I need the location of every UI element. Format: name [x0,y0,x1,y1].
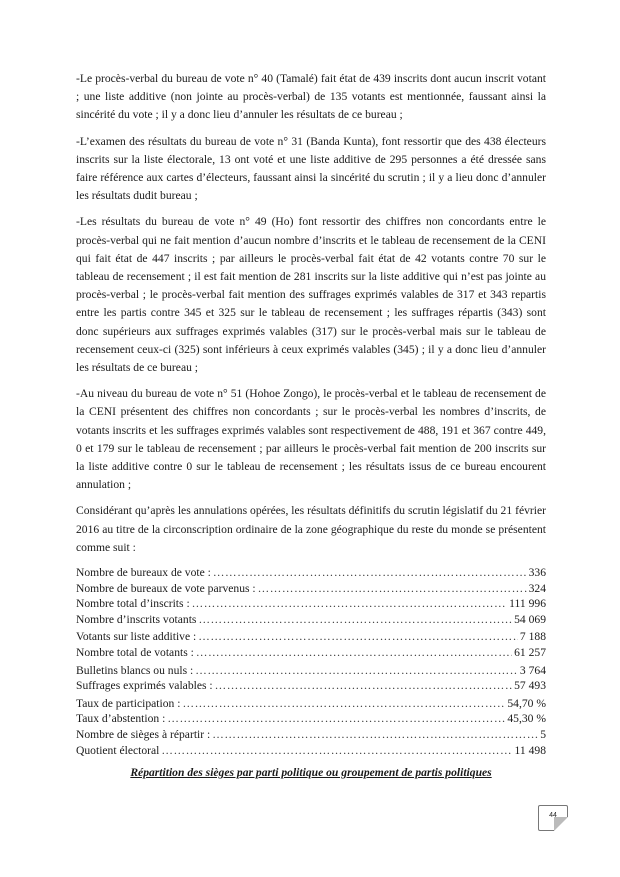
dot-leader [195,663,518,679]
results-list [76,565,546,758]
stat-value: 54,70 % [507,696,546,710]
dot-leader [167,711,505,727]
dot-leader [196,645,512,661]
stat-label: Nombre de bureaux de vote parvenus : [76,581,256,595]
dot-leader [198,629,518,645]
stat-value: 57 493 [514,679,546,693]
stat-value: 111 996 [509,597,546,611]
stat-label: Nombre total d’inscrits : [76,597,190,611]
page-number: 44 [549,812,557,819]
stat-value: 5 [540,728,546,742]
stat-row-taux-abstention [76,711,546,727]
dot-leader [215,678,512,694]
stat-row-sieges [76,727,546,743]
stat-row-votants [76,645,546,661]
stat-row-bureaux [76,565,546,581]
stat-row-suffrages-valables [76,678,546,694]
stat-row-inscrits [76,596,546,612]
stat-value: 45,30 % [507,712,546,726]
stat-row-quotient [76,743,546,759]
stat-row-inscrits-votants [76,612,546,628]
stat-label: Nombre de bureaux de vote : [76,566,211,580]
dot-leader [212,727,538,743]
stat-label: Nombre de sièges à répartir : [76,728,211,742]
paragraph-bureau-49: -Les résultats du bureau de vote n° 49 (Ho) font ressortir des chiffres non concordants entre le procès-verbal qui ne fait mention d’aucun nombre d’inscrits et le tableau de recensement de la CENI qui fait état de 447 inscrits ; par ailleurs le procès-verbal fait état de 42 votants contre 70 sur le tableau de recensement ; il est fait mention de 281 inscrits sur la liste additive qui n’est pas jointe au procès-verbal ; le procès-verbal fait mention des suffrages exprimés valables de 317 et 343 repartis entre les partis contre 345 et 325 sur le tableau de recensement ; les suffrages répartis (343) sont donc supérieurs aux suffrages exprimés valables (317) sur le procès-verbal mais sur le tableau de recensement ceux-ci (325) sont inférieurs à ceux exprimés valables (345) ; il y a donc lieu d’annuler les résultats de ce bureau ; [76,215,546,375]
stat-value: 336 [528,566,546,580]
stat-value: 54 069 [514,612,546,626]
dot-leader [182,696,505,712]
stat-row-bulletins-nuls [76,663,546,679]
stat-label: Nombre d’inscrits votants [76,612,197,626]
stat-row-bureaux-parvenus [76,581,546,597]
paragraph-bureau-31: -L’examen des résultats du bureau de vote n° 31 (Banda Kunta), font ressortir que des 438 électeurs inscrits sur la liste électorale, 13 ont voté et une liste additive de 295 personnes a été dressée sans faire référence aux cartes d’électeurs, faussant ainsi la sincérité du scrutin ; il y a lieu donc d’annuler les résultats dudit bureau ; [76,134,546,203]
paragraph-bureau-40: -Le procès-verbal du bureau de vote n° 40 (Tamalé) fait état de 439 inscrits dont aucun inscrit votant ; une liste additive (non jointe au procès-verbal) de 135 votants est mentionnée, faussant ainsi la sincérité du vote ; il y a donc lieu d’annuler les résultats de ce bureau ; [76,72,546,122]
dot-leader [258,581,527,597]
stat-label: Quotient électoral [76,743,160,757]
stat-row-taux-participation [76,696,546,712]
stat-value: 7 188 [519,630,546,644]
stat-value: 324 [528,581,546,595]
stat-label: Taux de participation : [76,696,181,710]
stat-label: Bulletins blancs ou nuls : [76,663,194,677]
stat-value: 3 764 [519,663,546,677]
dot-leader [161,743,512,759]
paragraph-considerant: Considérant qu’après les annulations opérées, les résultats définitifs du scrutin législatif du 21 février 2016 au titre de la circonscription ordinaire de la zone géographique du reste du monde se présentent comme suit : [76,504,546,554]
dot-leader [213,565,527,581]
stat-label: Votants sur liste additive : [76,630,197,644]
document-body [76,70,546,758]
page-number-box [538,805,568,831]
paragraph-bureau-51: -Au niveau du bureau de vote n° 51 (Hohoe Zongo), le procès-verbal et le tableau de recensement de la CENI présentent des chiffres non concordants ; sur le procès-verbal les nombres d’inscrits, de votants inscrits et les suffrages exprimés valables sont respectivement de 488, 191 et 367 contre 449, 0 et 179 sur le tableau de recensement ; par ailleurs le procès-verbal fait mention de 200 inscrits sur la liste additive contre 0 sur le tableau de recensement ; les résultats issus de ce bureau encourent annulation ; [76,387,546,492]
page-curl-icon [554,817,568,831]
dot-leader [192,596,508,612]
dot-leader [198,612,512,628]
stat-row-liste-additive [76,629,546,645]
stat-label: Nombre total de votants : [76,646,194,660]
stat-label: Taux d’abstention : [76,712,166,726]
stat-label: Suffrages exprimés valables : [76,679,213,693]
stat-value: 11 498 [514,743,546,757]
section-heading: Répartition des sièges par parti politique ou groupement de partis politiques [130,766,492,779]
stat-value: 61 257 [514,646,546,660]
